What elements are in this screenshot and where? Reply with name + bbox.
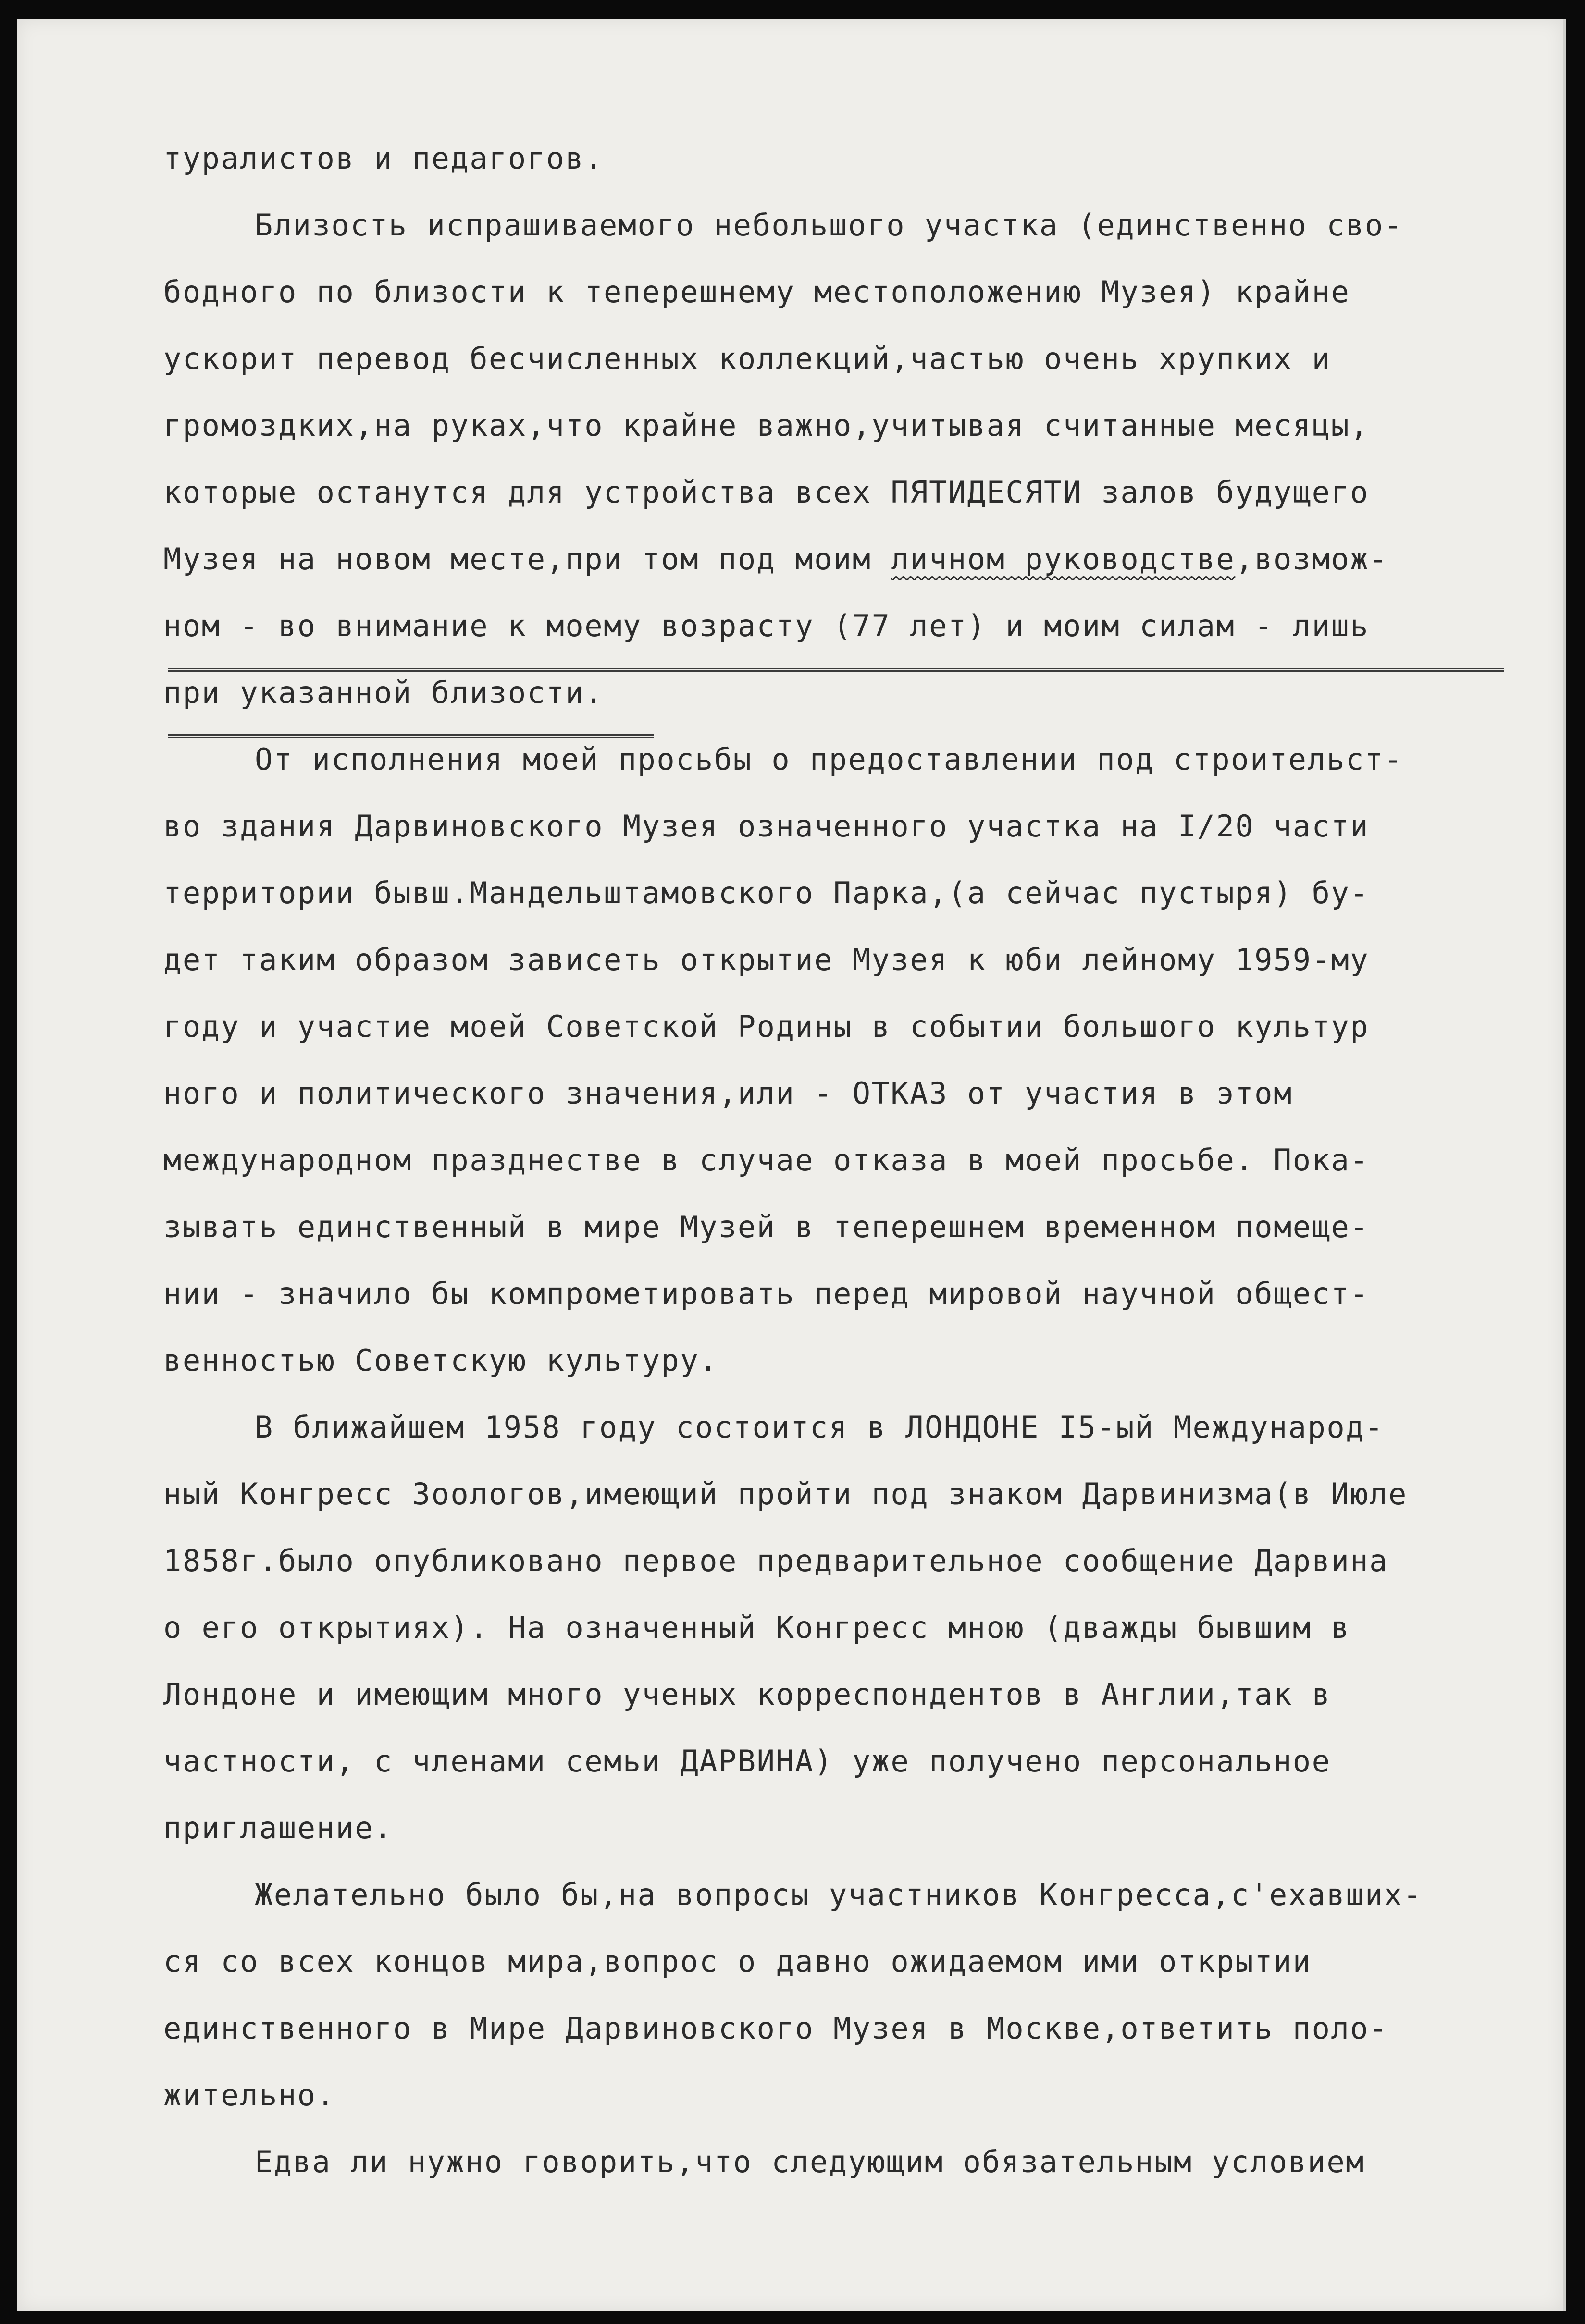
text-line: дет таким образом зависеть открытие Музея к юби лейному 1959-му — [163, 942, 1370, 977]
text-line: при указанной близости. — [163, 675, 604, 710]
text-segment: ,возмож- — [1235, 541, 1388, 577]
paragraph-start: Желательно было бы,на вопросы участников Конгресса,с'ехавших- — [255, 1877, 1423, 1912]
text-line: жительно. — [163, 2078, 336, 2113]
text-line: единственного в Мире Дарвиновского Музея в Москве,ответить поло- — [163, 2011, 1388, 2046]
underlined-phrase: личном руководстве — [891, 541, 1236, 577]
text-line: Лондоне и имеющим много ученых корреспондентов в Англии,так в — [163, 1677, 1331, 1712]
paragraph-start: От исполнения моей просьбы о предоставлении под строительст- — [255, 742, 1403, 777]
text-line: о его открытиях). На означенный Конгресс мною (дважды бывшим в — [163, 1610, 1350, 1645]
text-line: 1858г.было опубликовано первое предварительное сообщение Дарвина — [163, 1543, 1388, 1578]
paragraph-start: В ближайшем 1958 году состоится в ЛОНДОНЕ I5-ый Международ- — [255, 1410, 1384, 1445]
paragraph-start: Едва ли нужно говорить,что следующим обязательным условием — [255, 2144, 1365, 2179]
text-line: территории бывш.Мандельштамовского Парка,(а сейчас пустыря) бу- — [163, 875, 1370, 910]
text-line: ный Конгресс Зоологов,имеющий пройти под знаком Дарвинизма(в Июле — [163, 1476, 1408, 1512]
text-line: частности, с членами семьи ДАРВИНА) уже получено персональное — [163, 1744, 1331, 1779]
text-line: ускорит перевод бесчисленных коллекций,частью очень хрупких и — [163, 341, 1331, 376]
text-line: зывать единственный в мире Музей в теперешнем временном помеще- — [163, 1209, 1370, 1244]
text-line: бодного по близости к теперешнему местоположению Музея) крайне — [163, 274, 1350, 309]
text-line: туралистов и педагогов. — [163, 141, 604, 176]
double-underline-rule — [168, 734, 654, 738]
text-line: году и участие моей Советской Родины в событии большого культур — [163, 1009, 1370, 1044]
text-line: нии - значило бы компрометировать перед мировой научной общест- — [163, 1276, 1370, 1311]
typewritten-text — [163, 125, 1557, 2195]
text-line: приглашение. — [163, 1810, 393, 1845]
paragraph-start: Близость испрашиваемого небольшого участка (единственно сво- — [255, 208, 1403, 243]
text-line: венностью Советскую культуру. — [163, 1343, 718, 1378]
text-line: ного и политического значения,или - ОТКАЗ от участия в этом — [163, 1076, 1293, 1111]
text-line: ном - во внимание к моему возрасту (77 лет) и моим силам - лишь — [163, 608, 1370, 643]
text-line: во здания Дарвиновского Музея означенного участка на I/20 части — [163, 809, 1370, 844]
text-line-with-emphasis — [163, 526, 1557, 592]
page-edge — [1563, 19, 1566, 2311]
text-line: международном празднестве в случае отказа в моей просьбе. Пока- — [163, 1143, 1370, 1178]
double-underline-rule — [168, 668, 1504, 672]
text-line: ся со всех концов мира,вопрос о давно ожидаемом ими открытии — [163, 1944, 1312, 1979]
text-line: которые останутся для устройства всех ПЯТИДЕСЯТИ залов будущего — [163, 475, 1370, 510]
text-line: громоздких,на руках,что крайне важно,учитывая считанные месяцы, — [163, 408, 1370, 443]
text-segment: Музея на новом месте,при том под моим — [163, 541, 891, 577]
